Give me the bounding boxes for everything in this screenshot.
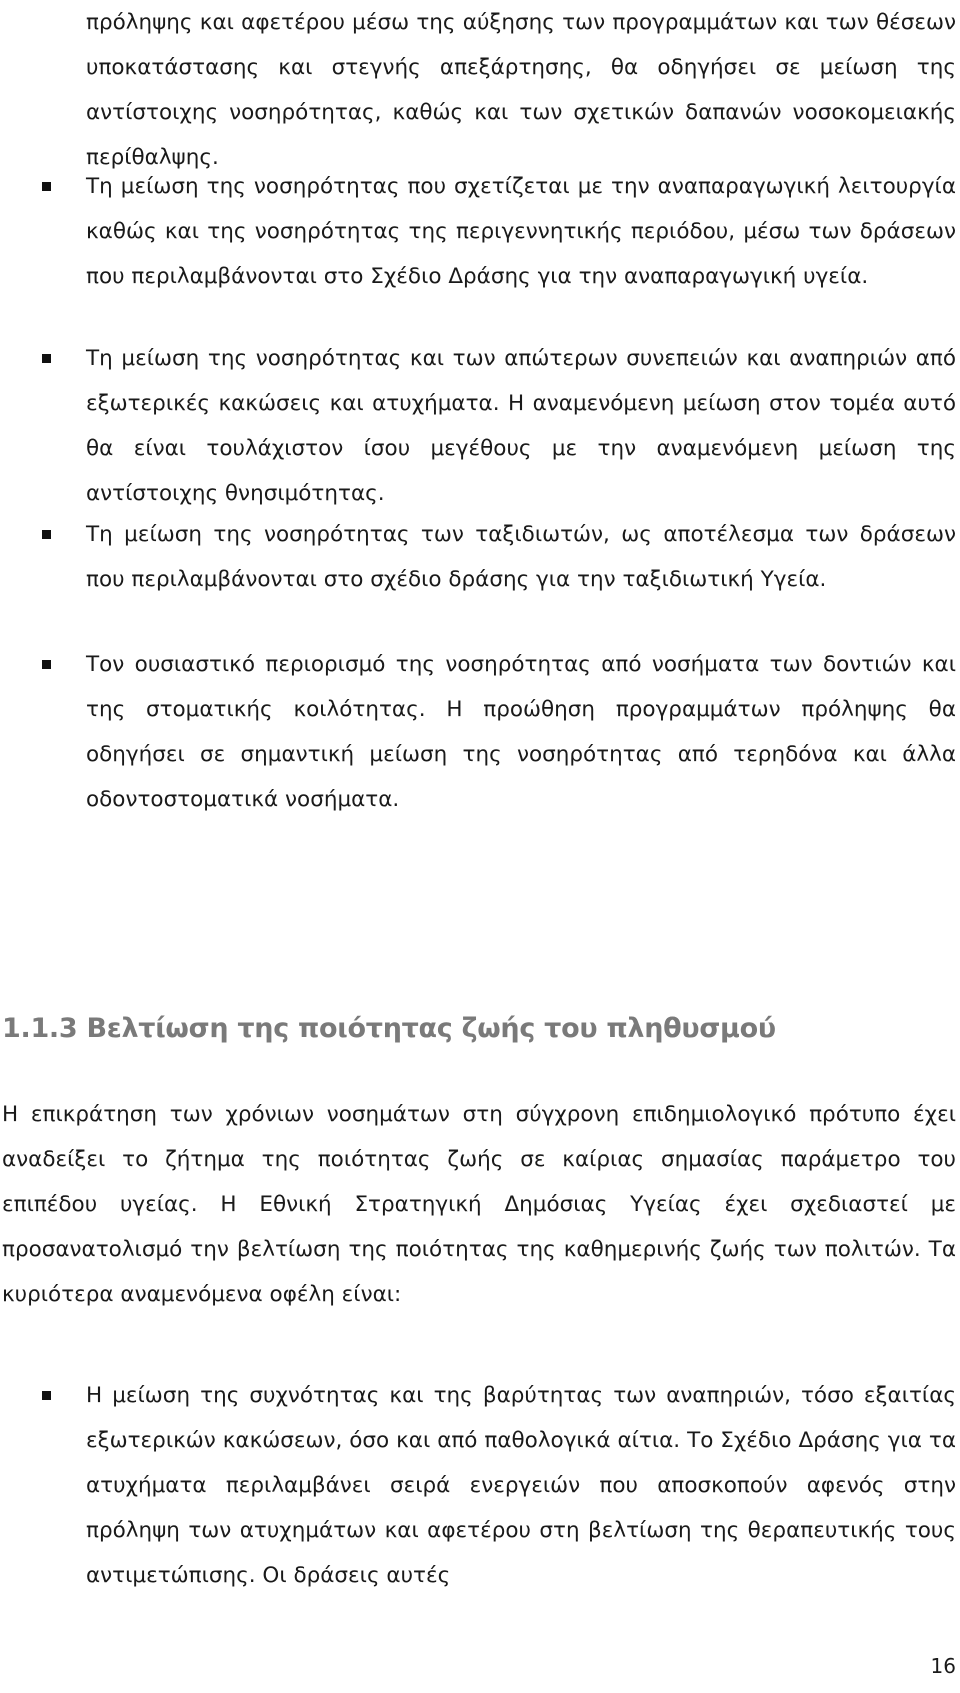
bullet-item-travellers: Τη μείωση της νοσηρότητας των ταξιδιωτών, ως αποτέλεσμα των δράσεων που περιλαμβάνονται στο σχέδιο δράσης για την ταξιδιωτική Υγεία. — [86, 522, 956, 592]
bullet-square-icon — [42, 182, 51, 191]
section-heading: 1.1.3 Βελτίωση της ποιότητας ζωής του πληθυσμού — [2, 1013, 776, 1044]
page-number: 16 — [930, 1654, 956, 1678]
bullet-square-icon — [42, 530, 51, 539]
intro-paragraph: πρόληψης και αφετέρου μέσω της αύξησης των προγραμμάτων και των θέσεων υποκατάστασης και στεγνής απεξάρτησης, θα οδηγήσει σε μείωση της αντίστοιχης νοσηρότητας, καθώς και των σχετικών δαπανών νοσοκομειακής περίθαλψης. — [86, 10, 956, 170]
bullet-item-disabilities: Η μείωση της συχνότητας και της βαρύτητας των αναπηριών, τόσο εξαιτίας εξωτερικών κακώσεων, όσο και από παθολογικά αίτια. Το Σχέδιο Δράσης για τα ατυχήματα περιλαμβάνει σειρά ενεργειών που αποσκοπούν αφενός στην πρόληψη των ατυχημάτων και αφετέρου στη βελτίωση της θεραπευτικής τους αντιμετώπισης. Οι δράσεις αυτές — [86, 1383, 956, 1588]
bullet-square-icon — [42, 660, 51, 669]
bullet-square-icon — [42, 354, 51, 363]
section-paragraph: Η επικράτηση των χρόνιων νοσημάτων στη σύγχρονη επιδημιολογικό πρότυπο έχει αναδείξει το ζήτημα της ποιότητας ζωής σε καίριας σημασίας παράμετρο του επιπέδου υγείας. Η Εθνική Στρατηγική Δημόσιας Υγείας έχει σχεδιαστεί με προσανατολισμό την βελτίωση της ποιότητας της καθημερινής ζωής των πολιτών. Τα κυριότερα αναμενόμενα οφέλη είναι: — [2, 1102, 956, 1307]
bullet-item-injuries: Τη μείωση της νοσηρότητας και των απώτερων συνεπειών και αναπηριών από εξωτερικές κακώσεις και ατυχήματα. Η αναμενόμενη μείωση στον τομέα αυτό θα είναι τουλάχιστον ίσου μεγέθους με την αναμενόμενη μείωση της αντίστοιχης θνησιμότητας. — [86, 346, 956, 506]
bullet-square-icon — [42, 1391, 51, 1400]
bullet-item-oral-health: Τον ουσιαστικό περιορισμό της νοσηρότητας από νοσήματα των δοντιών και της στοματικής κοιλότητας. Η προώθηση προγραμμάτων πρόληψης θα οδηγήσει σε σημαντική μείωση της νοσηρότητας από τερηδόνα και άλλα οδοντοστοματικά νοσήματα. — [86, 652, 956, 812]
bullet-item-reproductive-health: Τη μείωση της νοσηρότητας που σχετίζεται με την αναπαραγωγική λειτουργία καθώς και της νοσηρότητας της περιγεννητικής περιόδου, μέσω των δράσεων που περιλαμβάνονται στο Σχέδιο Δράσης για την αναπαραγωγική υγεία. — [86, 174, 956, 289]
